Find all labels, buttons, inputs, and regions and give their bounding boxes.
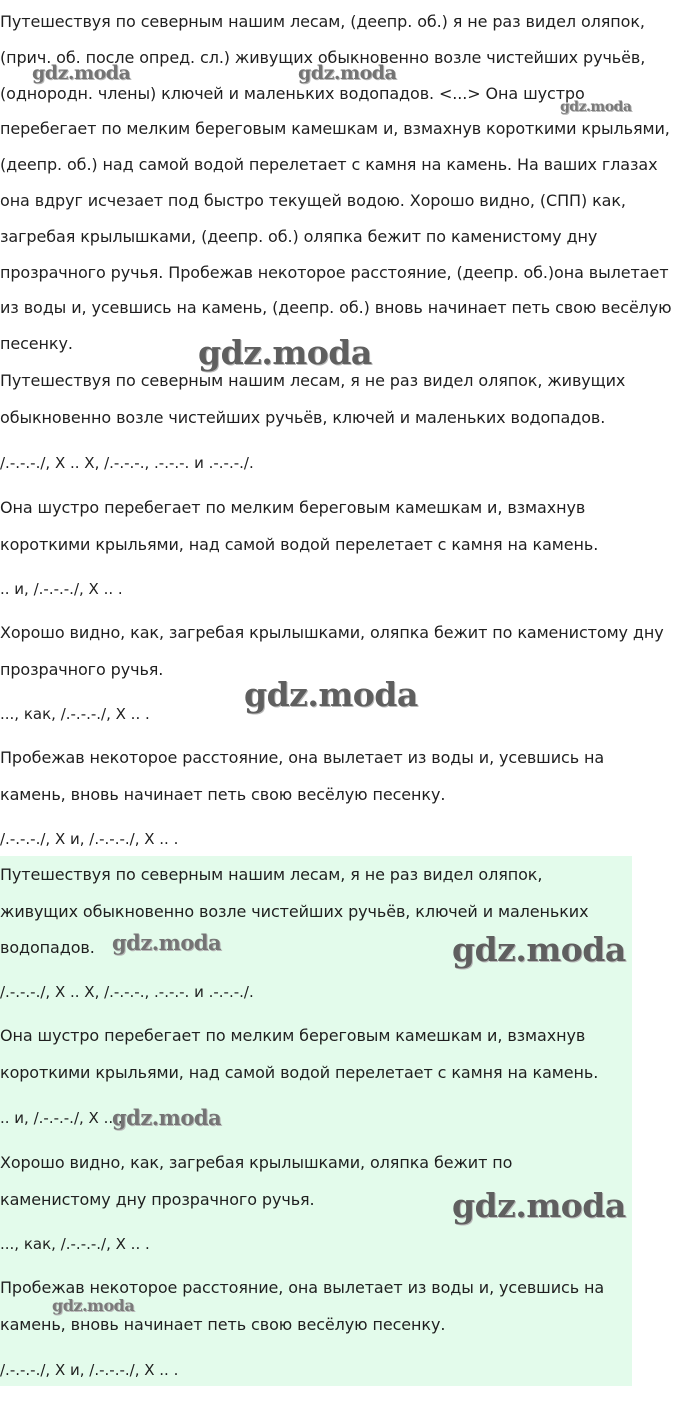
answer-scheme-1: /.-.-.-./, X .. X, /.-.-.-., .-.-.-. и .-.-.-./. — [0, 983, 254, 1001]
scheme-1: /.-.-.-./, X .. X, /.-.-.-., .-.-.-. и .-.-.-./. — [0, 454, 254, 472]
scheme-3: ..., как, /.-.-.-./, X .. . — [0, 705, 150, 723]
watermark-logo: gdz.moda — [112, 1105, 222, 1130]
answer-scheme-4: /.-.-.-./, X и, /.-.-.-./, X .. . — [0, 1361, 179, 1379]
answer-sentence-1: Путешествуя по северным нашим лесам, я не раз видел оляпок, живущих обыкновенно возле чистейших ручьёв, ключей и маленьких водопадов. — [0, 865, 589, 957]
sentence-2: Она шустро перебегает по мелким береговым камешкам и, взмахнув короткими крыльями, над самой водой перелетает с камня на камень. — [0, 498, 599, 554]
scheme-2: .. и, /.-.-.-./, X .. . — [0, 580, 123, 598]
watermark-logo: gdz.moda — [198, 333, 372, 372]
watermark-logo: gdz.moda — [452, 930, 626, 969]
answer-sentence-4: Пробежав некоторое расстояние, она вылетает из воды и, усевшись на камень, вновь начинает петь свою весёлую песенку. — [0, 1278, 605, 1334]
sentence-1: Путешествуя по северным нашим лесам, я не раз видел оляпок, живущих обыкновенно возле чистейших ручьёв, ключей и маленьких водопадов. — [0, 371, 626, 427]
sentence-4: Пробежав некоторое расстояние, она вылетает из воды и, усевшись на камень, вновь начинает петь свою весёлую песенку. — [0, 748, 605, 804]
answer-scheme-2: .. и, /.-.-.-./, X .. . — [0, 1109, 123, 1127]
intro-paragraph: Путешествуя по северным нашим лесам, (деепр. об.) я не раз видел оляпок, (прич. об. после опред. сл.) живущих обыкновенно возле чистейших ручьёв, (однородн. члены) ключей и маленьких водопадов. <...> Она шустро перебегает по мелким береговым камешкам и, взмахнув короткими крыльями, (деепр. об.) над самой водой перелетает с камня на камень. На ваших глазах она вдруг исчезает под быстро текущей водою. Хорошо видно, (СПП) как, загребая крылышками, (деепр. об.) оляпка бежит по каменистому дну прозрачного ручья. Пробежав некоторое расстояние, (деепр. об.)она вылетает из воды и, усевшись на камень, (деепр. об.) вновь начинает петь свою весёлую песенку. — [0, 12, 672, 354]
answer-sentence-2: Она шустро перебегает по мелким береговым камешкам и, взмахнув короткими крыльями, над самой водой перелетает с камня на камень. — [0, 1026, 599, 1082]
watermark-logo: gdz.moda — [244, 675, 418, 714]
watermark-logo: gdz.moda — [32, 62, 131, 84]
watermark-logo: gdz.moda — [298, 62, 397, 84]
watermark-logo: gdz.moda — [452, 1186, 626, 1225]
sentence-3: Хорошо видно, как, загребая крылышками, оляпка бежит по каменистому дну прозрачного ручья. — [0, 623, 664, 679]
scheme-4: /.-.-.-./, X и, /.-.-.-./, X .. . — [0, 830, 179, 848]
answer-scheme-3: ..., как, /.-.-.-./, X .. . — [0, 1235, 150, 1253]
watermark-logo: gdz.moda — [560, 99, 632, 115]
watermark-logo: gdz.moda — [112, 930, 222, 955]
watermark-logo: gdz.moda — [52, 1296, 135, 1315]
answer-sentence-3: Хорошо видно, как, загребая крылышками, оляпка бежит по каменистому дну прозрачного ручья. — [0, 1153, 513, 1209]
